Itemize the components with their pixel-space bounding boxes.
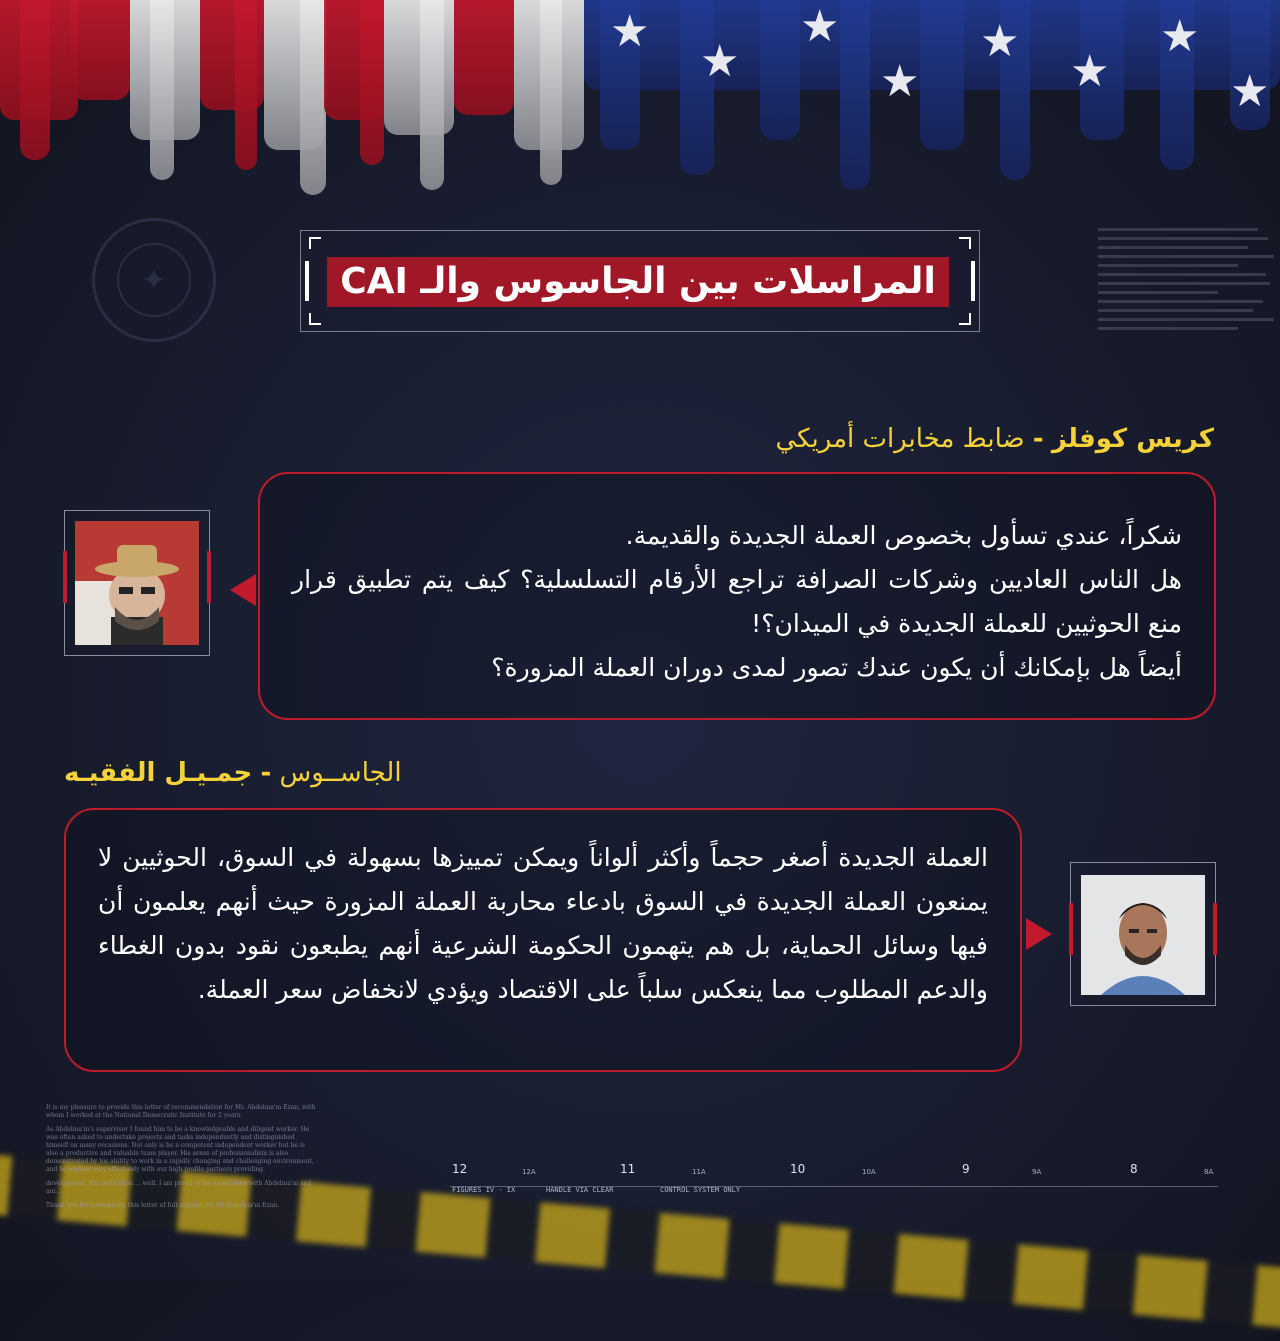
letter-paragraph: Thank you for considering this letter of full support for Mr Abdelma'm Ezan.: [46, 1202, 280, 1209]
drip-red: [70, 0, 130, 100]
bubble-pointer-icon: [230, 574, 256, 606]
frame-bar: [63, 551, 67, 603]
drip-white: [540, 0, 562, 185]
letter-paragraph: development. His dedication ... well. I am proud of my association with Abdelma'm and am ...: [46, 1180, 312, 1195]
document-ruler: [450, 1160, 1218, 1200]
drip-blue: [680, 0, 714, 175]
ruler-tick: 9A: [1032, 1168, 1042, 1176]
ruler-tick: 10: [790, 1162, 806, 1176]
drip-red: [235, 0, 257, 170]
officer-role: ضابط مخابرات أمريكي: [775, 424, 1025, 454]
frame-bar: [1213, 903, 1217, 955]
letter-paragraph: It is my pleasure to provide this letter of recommendation for Mr. Abdelma'm Ezan, with whom I worked at the National Democratic Institute for 2 years.: [46, 1104, 316, 1119]
ruler-tick: 12: [452, 1162, 468, 1176]
spy-name-line: [64, 758, 402, 788]
bubble-pointer-icon: [1026, 918, 1052, 950]
drip-red: [454, 0, 514, 115]
spy-avatar: [1081, 875, 1205, 995]
star-icon: ★: [800, 1, 840, 52]
drip-blue: [840, 0, 870, 190]
star-icon: ★: [980, 16, 1020, 67]
ruler-tick: 8A: [1204, 1168, 1214, 1176]
drip-red: [20, 0, 50, 160]
recommendation-letter-text: [46, 1104, 316, 1216]
frame-corner: [959, 313, 971, 325]
officer-message-bubble: [258, 472, 1216, 720]
frame-bar: [1069, 903, 1073, 955]
drip-white: [300, 0, 326, 195]
ruler-tick: 9: [962, 1162, 970, 1176]
star-icon: ★: [880, 56, 920, 107]
flag-drip-banner: [0, 0, 1280, 210]
ruler-tick: 11A: [692, 1168, 706, 1176]
message-line: هل الناس العاديين وشركات الصرافة تراجع الأرقام التسلسلية؟ كيف يتم تطبيق قرار منع الحوثيين للعملة الجديدة في الميدان؟!: [292, 565, 1182, 638]
frame-corner: [309, 237, 321, 249]
spy-role: الجاســوس: [279, 758, 402, 788]
frame-bar: [207, 551, 211, 603]
ruler-caption: HANDLE VIA CLEAR: [546, 1186, 614, 1194]
spy-separator: -: [260, 758, 272, 788]
officer-photo-frame: [64, 510, 210, 656]
drip-white: [150, 0, 174, 180]
document-texture: [1098, 228, 1280, 358]
officer-name: كريس كوفلز: [1051, 424, 1214, 454]
star-icon: ★: [1070, 46, 1110, 97]
officer-name-line: [775, 424, 1214, 454]
frame-corner: [959, 237, 971, 249]
frame-corner: [309, 313, 321, 325]
star-icon: ★: [700, 36, 740, 87]
spy-message-bubble: [64, 808, 1022, 1072]
message-line: شكراً، عندي تسأول بخصوص العملة الجديدة والقديمة.: [625, 521, 1182, 550]
message-line: أيضاً هل بإمكانك أن يكون عندك تصور لمدى دوران العملة المزورة؟: [491, 653, 1182, 682]
message-text: العملة الجديدة أصغر حجماً وأكثر ألواناً ويمكن تمييزها بسهولة في السوق، الحوثيين لا يمنعون العملة الجديدة في السوق بادعاء محاربة العملة المزورة حيث أنهم يعلمون أن فيها وسائل الحماية، بل هم يتهمون الحكومة الشرعية أنهم يطبعون نقود بدون الغطاء والدعم المطلوب مما ينعكس سلباً على الاقتصاد ويؤدي لانخفاض سعر العملة.: [98, 843, 988, 1004]
title-frame: [300, 230, 980, 332]
ruler-caption: FIGURES IV - IX: [452, 1186, 516, 1194]
drip-red: [360, 0, 384, 165]
drip-blue: [760, 0, 800, 140]
letter-paragraph: As Abdelma'm's supervisor I found him to be a knowledgeable and diligent worker. He was often asked to undertake projects and tasks independently and distinguished himself on many occasions. Not only is he a competent independent worker but he is also a productive and valuable team player. His sense of professionalism is also demonstrated by his ability to work in a rapidly changing and challenging environment, and he worked very effectively with our high profile partners providing.: [46, 1126, 314, 1173]
ruler-tick: 12A: [522, 1168, 536, 1176]
spy-name: جمـيـل الفقيـه: [64, 758, 253, 788]
officer-avatar: [75, 521, 199, 645]
ruler-caption: CONTROL SYSTEM ONLY: [660, 1186, 741, 1194]
officer-separator: -: [1032, 424, 1044, 454]
star-icon: ★: [610, 6, 650, 57]
star-icon: ✦: [117, 243, 191, 317]
star-icon: ★: [1160, 11, 1200, 62]
spy-photo-frame: [1070, 862, 1216, 1006]
drip-white: [420, 0, 444, 190]
star-icon: ★: [1230, 66, 1270, 117]
page-title: المراسلات بين الجاسوس والـ CAI: [327, 257, 949, 307]
agency-seal-icon: [92, 218, 216, 342]
ruler-tick: 10A: [862, 1168, 876, 1176]
ruler-tick: 8: [1130, 1162, 1138, 1176]
ruler-tick: 11: [620, 1162, 636, 1176]
drip-blue: [920, 0, 964, 150]
